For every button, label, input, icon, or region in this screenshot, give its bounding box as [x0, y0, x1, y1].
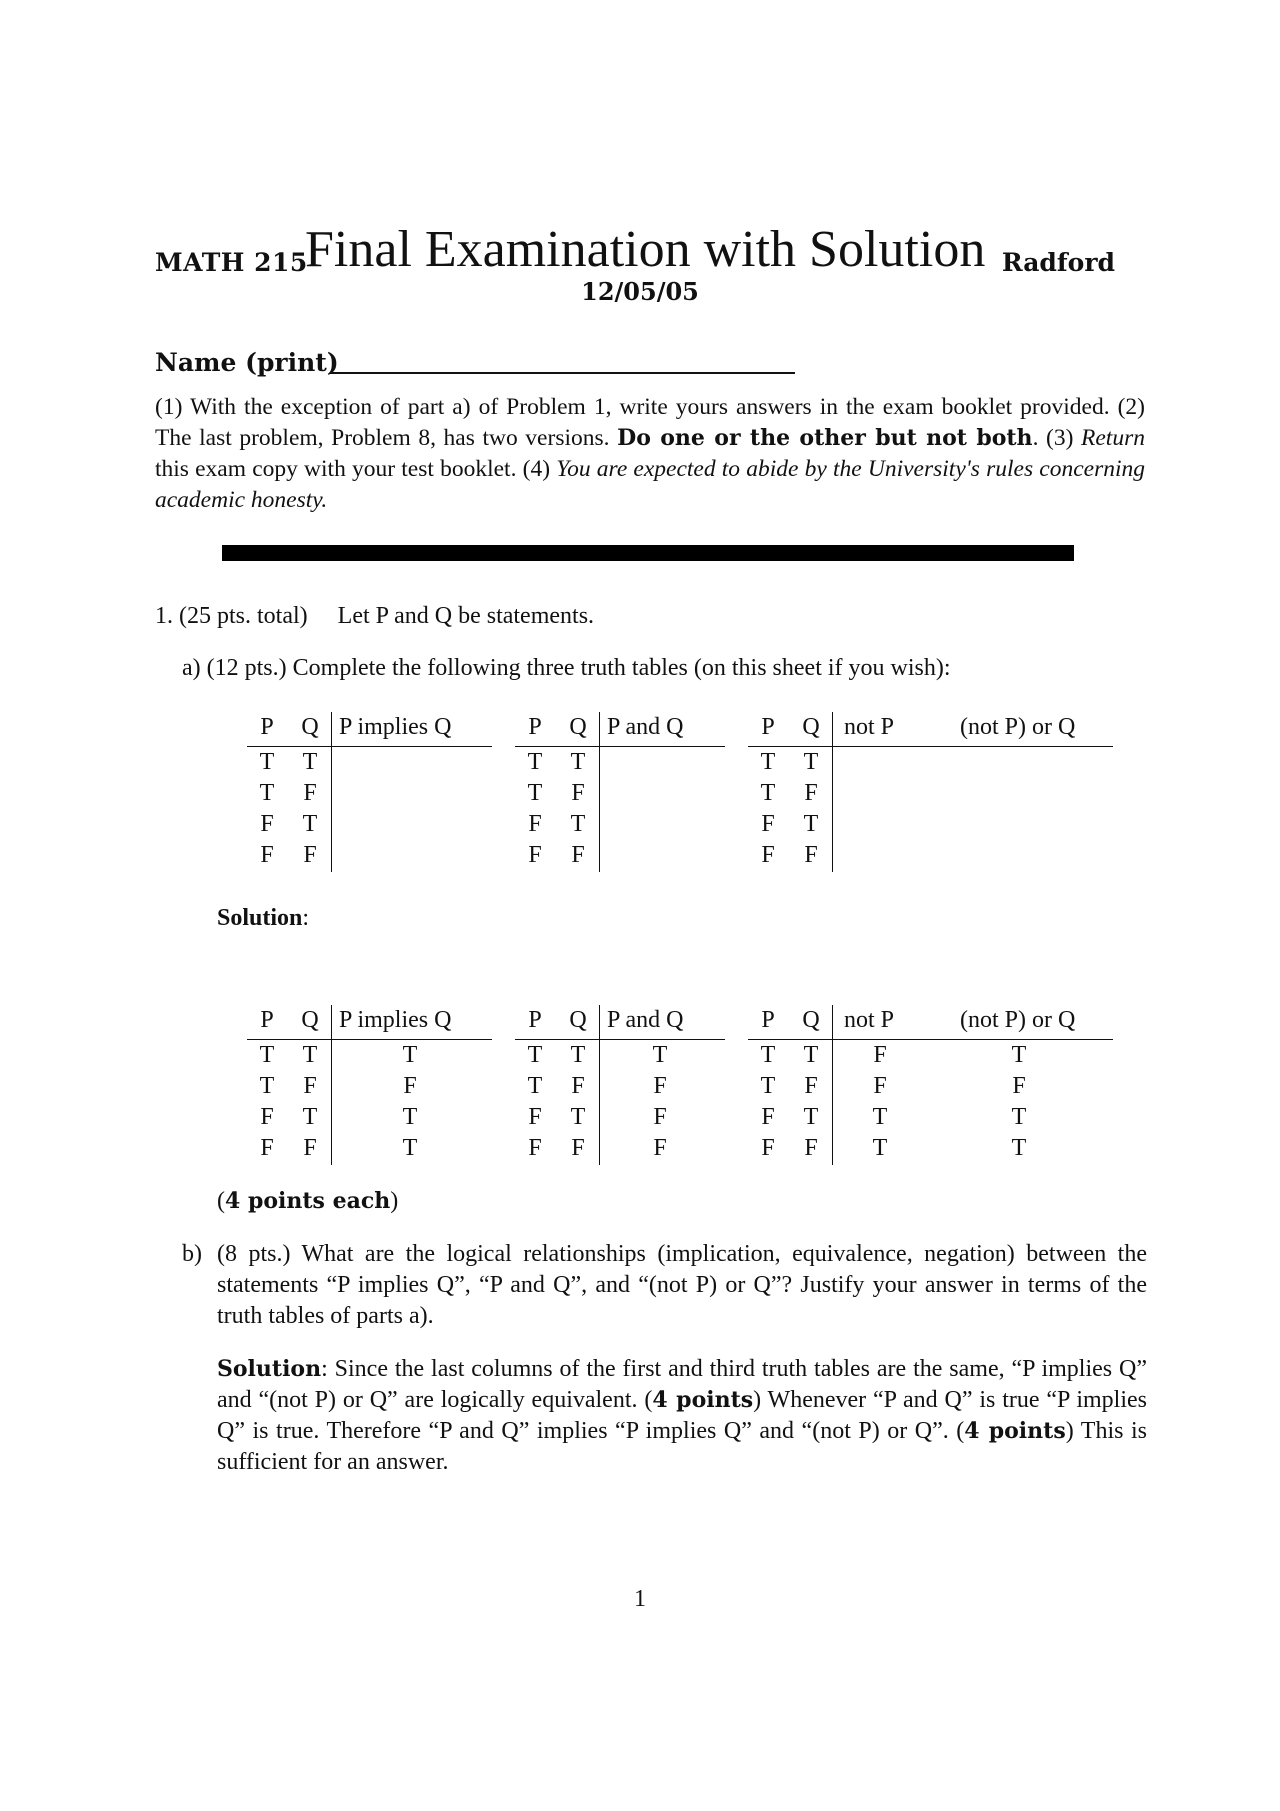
solution-b-points-2: 4 points — [964, 1418, 1066, 1444]
col-q: Q — [802, 1007, 820, 1033]
col-and: P and Q — [607, 714, 684, 740]
col-not-p: not P — [844, 1007, 895, 1033]
cell-implies: T — [402, 1104, 418, 1130]
cell-q: T — [570, 749, 586, 775]
cell-p: F — [761, 811, 775, 837]
cell-p: F — [260, 842, 274, 868]
col-p: P — [528, 1007, 542, 1033]
cell-and: T — [652, 1042, 668, 1068]
cell-and: F — [653, 1104, 667, 1130]
cell-q: T — [803, 811, 819, 837]
exam-date: 12/05/05 — [581, 277, 699, 306]
solution-b-text-3: ) This is sufficient for an answer. — [217, 1418, 1147, 1475]
page-title: Final Examination with Solution — [305, 221, 986, 278]
cell-not-p-or-q: T — [1011, 1042, 1027, 1068]
cell-p: F — [260, 811, 274, 837]
problem-1-heading — [155, 603, 594, 630]
solution-colon: : — [302, 905, 310, 931]
cell-q: F — [571, 1135, 585, 1161]
solution-b-text-1: : Since the last columns of the first and third truth tables are the same, “P implies Q” and “(not P) or Q” are logically equivalent. ( — [217, 1356, 1147, 1413]
cell-q: T — [302, 1042, 318, 1068]
cell-q: F — [571, 842, 585, 868]
cell-q: T — [803, 1104, 819, 1130]
cell-p: F — [761, 1104, 775, 1130]
col-q: Q — [569, 1007, 587, 1033]
page-number: 1 — [634, 1586, 646, 1612]
part-b-solution — [217, 1354, 1147, 1478]
cell-p: T — [760, 1042, 776, 1068]
col-implies: P implies Q — [339, 1007, 452, 1033]
solution-b-label: Solution — [217, 1356, 322, 1382]
col-p: P — [761, 1007, 775, 1033]
col-not-p: not P — [844, 714, 895, 740]
cell-not-p: T — [872, 1135, 888, 1161]
instructions-text-1: (1) With the exception of part a) of Problem 1, write yours answers in the exam booklet provided. (2) The last problem, Problem 8, has two versions. — [155, 394, 1145, 451]
col-not-p-or-q: (not P) or Q — [960, 1007, 1076, 1033]
cell-q: T — [803, 1042, 819, 1068]
instructions-emphasis: Do one or the other but not both — [617, 425, 1033, 451]
cell-q: T — [302, 1104, 318, 1130]
cell-q: F — [303, 780, 317, 806]
col-q: Q — [802, 714, 820, 740]
part-b-prompt — [182, 1239, 1147, 1332]
instructions-honesty: You are expected to abide by the University's rules concerning academic honesty. — [155, 456, 1146, 513]
cell-p: F — [260, 1104, 274, 1130]
part-b-text: (8 pts.) What are the logical relationships (implication, equivalence, negation) between the statements “P implies Q”, “P and Q”, and “(not P) or Q”? Justify your answer in terms of the truth tables of parts a). — [217, 1241, 1147, 1329]
problem-1-intro: Let P and Q be statements. — [337, 603, 595, 629]
cell-p: F — [528, 811, 542, 837]
truth-table-implies-blank — [247, 712, 492, 872]
cell-q: F — [571, 1073, 585, 1099]
cell-not-p-or-q: F — [1012, 1073, 1026, 1099]
cell-not-p: F — [873, 1042, 887, 1068]
course-code: MATH 215 — [155, 248, 308, 277]
cell-p: T — [527, 749, 543, 775]
truth-table-notp-solution — [748, 1005, 1113, 1165]
cell-q: F — [804, 780, 818, 806]
col-q: Q — [301, 1007, 319, 1033]
part-a-prompt: a) (12 pts.) Complete the following three truth tables (on this sheet if you wish): — [182, 655, 951, 681]
col-p: P — [260, 714, 274, 740]
instructions-text-2: . (3) — [1032, 425, 1082, 451]
cell-p: T — [527, 1073, 543, 1099]
cell-p: F — [761, 1135, 775, 1161]
cell-q: F — [804, 842, 818, 868]
cell-p: T — [527, 780, 543, 806]
cell-p: F — [528, 1104, 542, 1130]
divider-bar — [222, 545, 1074, 561]
cell-implies: T — [402, 1135, 418, 1161]
cell-p: T — [259, 1042, 275, 1068]
points-note — [217, 1188, 398, 1215]
cell-p: F — [761, 842, 775, 868]
cell-implies: T — [402, 1042, 418, 1068]
name-label: Name (print) — [155, 348, 339, 377]
author: Radford — [1001, 248, 1115, 277]
cell-q: T — [302, 811, 318, 837]
truth-table-notp-blank — [748, 712, 1113, 872]
solution-b-points-1: 4 points — [652, 1387, 754, 1413]
cell-p: T — [259, 1073, 275, 1099]
cell-p: T — [259, 780, 275, 806]
col-not-p-or-q: (not P) or Q — [960, 714, 1076, 740]
cell-p: F — [528, 1135, 542, 1161]
name-field[interactable] — [330, 372, 795, 374]
cell-q: T — [570, 1104, 586, 1130]
cell-q: F — [571, 780, 585, 806]
cell-q: T — [803, 749, 819, 775]
problem-1-number: 1. (25 pts. total) — [155, 603, 308, 629]
cell-and: F — [653, 1073, 667, 1099]
cell-not-p: T — [872, 1104, 888, 1130]
cell-and: F — [653, 1135, 667, 1161]
points-bold: 4 points each — [225, 1188, 391, 1214]
truth-table-and-blank — [515, 712, 725, 872]
cell-q: T — [570, 1042, 586, 1068]
col-p: P — [260, 1007, 274, 1033]
instructions-text-3: this exam copy with your test booklet. (4) — [155, 456, 557, 482]
col-p: P — [528, 714, 542, 740]
cell-q: F — [303, 1135, 317, 1161]
cell-not-p: F — [873, 1073, 887, 1099]
instructions-return: Return — [1081, 425, 1145, 451]
col-q: Q — [569, 714, 587, 740]
cell-p: T — [259, 749, 275, 775]
solution-word: Solution — [217, 905, 303, 931]
cell-q: F — [804, 1135, 818, 1161]
cell-p: T — [527, 1042, 543, 1068]
solution-b-text-2: ) Whenever “P and Q” is true “P implies Q” is true. Therefore “P and Q” implies “P implies Q” and “(not P) or Q”. ( — [217, 1387, 1147, 1444]
instructions — [155, 392, 1145, 516]
cell-p: F — [260, 1135, 274, 1161]
cell-q: T — [570, 811, 586, 837]
cell-implies: F — [403, 1073, 417, 1099]
points-open: ( — [217, 1188, 225, 1214]
solution-label — [217, 905, 309, 932]
part-b-label: b) — [182, 1241, 202, 1267]
col-p: P — [761, 714, 775, 740]
col-and: P and Q — [607, 1007, 684, 1033]
cell-p: T — [760, 1073, 776, 1099]
cell-q: F — [303, 842, 317, 868]
col-q: Q — [301, 714, 319, 740]
cell-not-p-or-q: T — [1011, 1104, 1027, 1130]
cell-q: T — [302, 749, 318, 775]
col-implies: P implies Q — [339, 714, 452, 740]
points-close: ) — [390, 1188, 399, 1214]
cell-q: F — [303, 1073, 317, 1099]
truth-table-implies-solution — [247, 1005, 492, 1165]
cell-p: F — [528, 842, 542, 868]
truth-table-and-solution — [515, 1005, 725, 1165]
cell-p: T — [760, 780, 776, 806]
cell-q: F — [804, 1073, 818, 1099]
cell-not-p-or-q: T — [1011, 1135, 1027, 1161]
cell-p: T — [760, 749, 776, 775]
